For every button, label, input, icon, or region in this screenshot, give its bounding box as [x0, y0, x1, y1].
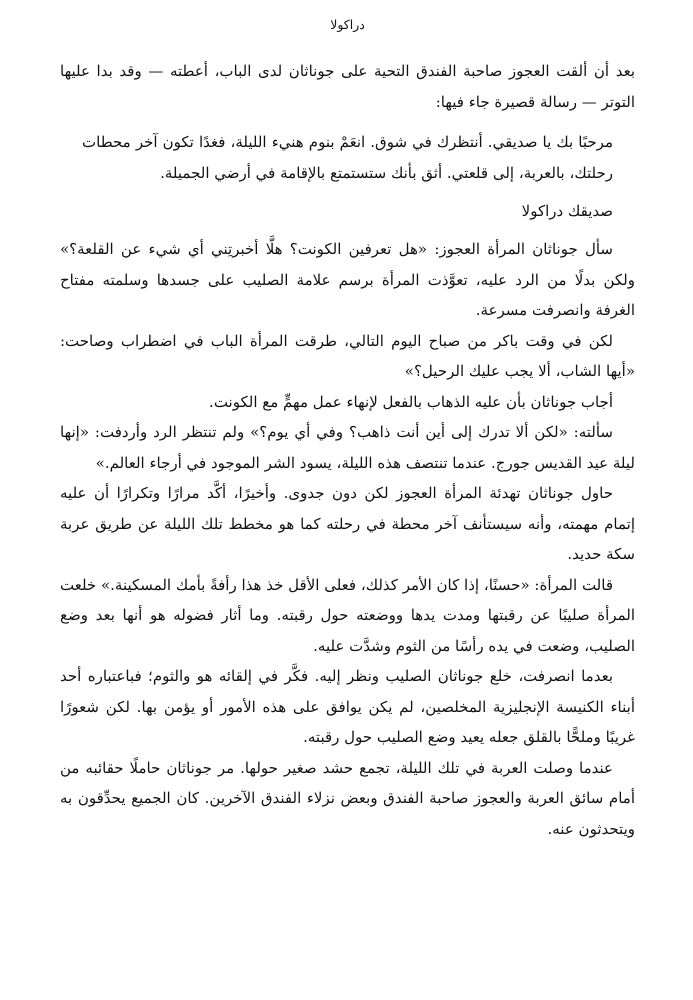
paragraph: حاول جوناثان تهدئة المرأة العجوز لكن دون جدوى. وأخيرًا، أكَّد مرارًا وتكرارًا أن عليه إتمام مهمته، وأنه سيستأنف آخر محطة في رحلته كما هو مخطط تلك الليلة عن طريق عربة سكة حديد. [60, 484, 635, 563]
letter-text: مرحبًا بك يا صديقي. أنتظرك في شوق. انعَمْ بنوم هنيء الليلة، فغدًا تكون آخر محطات رحلتك، بالعربة، إلى قلعتي. أثق بأنك ستستمتع بالإقامة في أرضي الجميلة. [82, 133, 613, 182]
paragraph: سأل جوناثان المرأة العجوز: «هل تعرفين الكونت؟ هلَّا أخبرتِني أي شيء عن القلعة؟» ولكن بدلًا من الرد عليه، تعوَّذت المرأة برسم علامة الصليب على جسدها وسلمته مفتاح الغرفة وانصرفت مسرعة. [60, 240, 635, 319]
paragraph: عندما وصلت العربة في تلك الليلة، تجمع حشد صغير حولها. مر جوناثان حاملًا حقائبه من أمام سائق العربة والعجوز صاحبة الفندق وبعض نزلاء الفندق الآخرين. كان الجميع يحدِّقون به ويتحدثون عنه. [60, 758, 635, 838]
intro-paragraph: بعد أن ألقت العجوز صاحبة الفندق التحية على جوناثان لدى الباب، أعطته — وقد بدا عليها التوتر — رسالة قصيرة جاء فيها: [60, 62, 635, 111]
paragraph: أجاب جوناثان بأن عليه الذهاب بالفعل لإنهاء عمل مهمٍّ مع الكونت. [209, 392, 613, 411]
paragraph: سألته: «لكن ألا تدرك إلى أين أنت ذاهب؟ وفي أي يوم؟» ولم تنتظر الرد وأردفت: «إنها ليلة عيد القديس جورج. عندما تنتصف هذه الليلة، يسود الشر الموجود في أرجاء العالم.» [60, 423, 635, 472]
letter-signature: صديقك دراكولا [521, 202, 613, 220]
paragraph: قالت المرأة: «حسنًا، إذا كان الأمر كذلك، فعلى الأقل خذ هذا رأفةً بأمك المسكينة.» خلعت المرأة صليبًا عن رقبتها ومدت يدها ووضعته حول رقبته. وما أثار فضوله هو أنها بعد وضع الصليب، وضعت في يده رأسًا من الثوم وشدَّت عليه. [60, 575, 635, 655]
letter-block [82, 127, 613, 188]
paragraph: لكن في وقت باكر من صباح اليوم التالي، طرقت المرأة الباب في اضطراب وصاحت: «أيها الشاب، ألا يجب عليك الرحيل؟» [60, 331, 635, 380]
paragraph: بعدما انصرفت، خلع جوناثان الصليب ونظر إليه. فكَّر في إلقائه هو والثوم؛ فباعتباره أحد أبناء الكنيسة الإنجليزية المخلصين، لم يكن يوافق على هذه الأمور أو يؤمن بها. لكن شعورًا غريبًا وملحًّا بالقلق جعله يعيد وضع الصليب حول رقبته. [60, 667, 635, 746]
running-title: دراكولا [330, 17, 365, 32]
